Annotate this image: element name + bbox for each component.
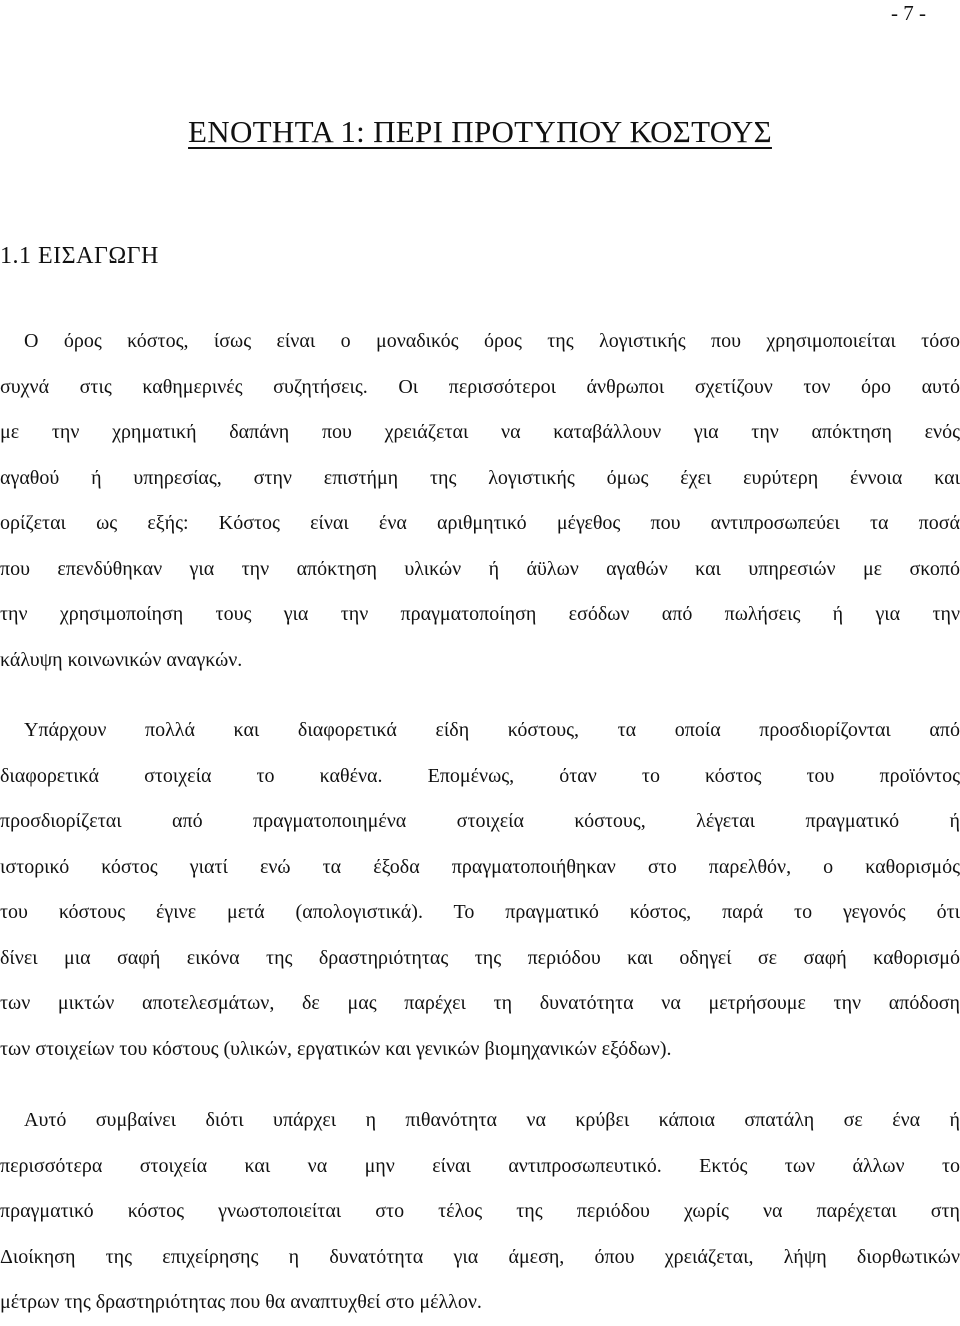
paragraph-line: που επενδύθηκαν για την απόκτηση υλικών ή άϋλων αγαθών και υπηρεσιών με σκοπό bbox=[0, 557, 960, 580]
paragraph-line: δίνει μια σαφή εικόνα της δραστηριότητας της περιόδου και οδηγεί σε σαφή καθορισμό bbox=[0, 946, 960, 969]
paragraph-line: Διοίκηση της επιχείρησης η δυνατότητα για άμεση, όπου χρειάζεται, λήψη διορθωτικών bbox=[0, 1245, 960, 1268]
paragraph-line: προσδιορίζεται από πραγματοποιημένα στοιχεία κόστους, λέγεται πραγματικό ή bbox=[0, 810, 960, 832]
paragraph-line: συχνά στις καθημερινές συζητήσεις. Οι περισσότεροι άνθρωποι σχετίζουν τον όρο αυτό bbox=[0, 375, 960, 398]
paragraph-line: με την χρηματική δαπάνη που χρειάζεται να καταβάλλουν για την απόκτηση ενός bbox=[0, 421, 960, 443]
paragraph-line: αγαθού ή υπηρεσίας, στην επιστήμη της λογιστικής όμως έχει ευρύτερη έννοια και bbox=[0, 466, 960, 489]
paragraph-line: ορίζεται ως εξής: Κόστος είναι ένα αριθμητικό μέγεθος που αντιπροσωπεύει τα ποσά bbox=[0, 512, 960, 534]
paragraph-line: περισσότερα στοιχεία και να μην είναι αντιπροσωπευτικό. Εκτός των άλλων το bbox=[0, 1154, 960, 1177]
paragraph-line: των στοιχείων του κόστους (υλικών, εργατικών και γενικών βιομηχανικών εξόδων). bbox=[0, 1037, 672, 1060]
paragraph-line: πραγματικό κόστος γνωστοποιείται στο τέλος της περιόδου χωρίς να παρέχεται στη bbox=[0, 1200, 960, 1222]
paragraph-1 bbox=[0, 319, 960, 683]
paragraph-line: Αυτό συμβαίνει διότι υπάρχει η πιθανότητα να κρύβει κάποια σπατάλη σε ένα ή bbox=[24, 1109, 960, 1131]
paragraph-line: διαφορετικά στοιχεία το καθένα. Επομένως, όταν το κόστος του προϊόντος bbox=[0, 764, 960, 787]
paragraph-line: την χρησιμοποίηση τους για την πραγματοποίηση εσόδων από πωλήσεις ή για την bbox=[0, 603, 960, 625]
paragraph-line: Ο όρος κόστος, ίσως είναι ο μοναδικός όρος της λογιστικής που χρησιμοποιείται τόσο bbox=[24, 330, 960, 352]
page-number: - 7 - bbox=[891, 1, 926, 25]
paragraph-line: των μικτών αποτελεσμάτων, δε μας παρέχει τη δυνατότητα να μετρήσουμε την απόδοση bbox=[0, 992, 960, 1014]
paragraph-line: του κόστους έγινε μετά (απολογιστικά). Το πραγματικό κόστος, παρά το γεγονός ότι bbox=[0, 901, 960, 923]
section-heading: 1.1 ΕΙΣΑΓΩΓΗ bbox=[0, 243, 159, 269]
paragraph-2 bbox=[0, 708, 960, 1072]
paragraph-line: ιστορικό κόστος γιατί ενώ τα έξοδα πραγματοποιήθηκαν στο παρελθόν, ο καθορισμός bbox=[0, 855, 960, 878]
paragraph-line: Υπάρχουν πολλά και διαφορετικά είδη κόστους, τα οποία προσδιορίζονται από bbox=[24, 719, 960, 741]
paragraph-line: κάλυψη κοινωνικών αναγκών. bbox=[0, 648, 243, 671]
chapter-title: ΕΝΟΤΗΤΑ 1: ΠΕΡΙ ΠΡΟΤΥΠΟΥ ΚΟΣΤΟΥΣ bbox=[188, 114, 772, 149]
paragraph-line: μέτρων της δραστηριότητας που θα αναπτυχθεί στο μέλλον. bbox=[0, 1291, 482, 1313]
paragraph-3 bbox=[0, 1098, 960, 1326]
